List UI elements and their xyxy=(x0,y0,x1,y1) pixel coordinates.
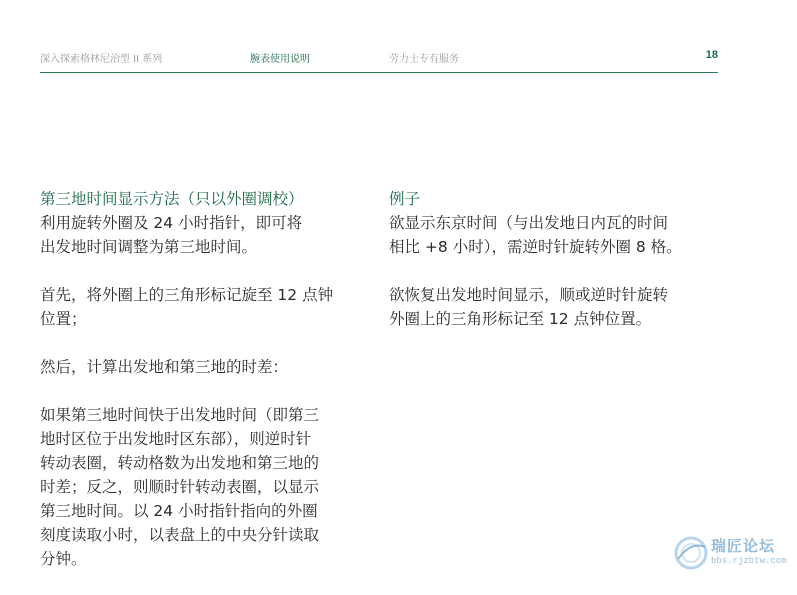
header-section: 腕表使用说明 xyxy=(250,54,310,65)
left-paragraph-3: 然后，计算出发地和第三地的时差： xyxy=(40,358,289,376)
watermark-title: 瑞匠论坛 xyxy=(711,537,776,555)
left-column xyxy=(40,187,372,595)
header-series: 深入探索格林尼治型 II 系列 xyxy=(40,54,163,65)
right-paragraph-1: 欲显示东京时间（与出发地日内瓦的时间 相比 +8 小时），需逆时针旋转外圈 8 格。 xyxy=(389,214,682,256)
watermark-url: bbs.rjzbtw.com xyxy=(711,556,787,566)
forum-watermark xyxy=(673,531,793,575)
left-paragraph-4: 如果第三地时间快于出发地时间（即第三 地时区位于出发地时区东部），则逆时针 转动表圈，转动格数为出发地和第三地的 时差；反之，则顺时针转动表圈，以显示 第三地时间。以 24 小时指针指向的外圈 刻度读取小时，以表盘上的中央分针读取 分钟。 xyxy=(40,406,320,568)
header-service: 劳力士专有服务 xyxy=(389,54,459,65)
right-heading: 例子 xyxy=(389,190,421,208)
header-rule xyxy=(40,72,718,73)
left-paragraph-1: 利用旋转外圈及 24 小时指针，即可将 出发地时间调整为第三地时间。 xyxy=(40,214,303,256)
watermark-logo-icon xyxy=(673,535,709,571)
right-paragraph-2: 欲恢复出发地时间显示，顺或逆时针旋转 外圈上的三角形标记至 12 点钟位置。 xyxy=(389,286,669,328)
left-heading: 第三地时间显示方法（只以外圈调校） xyxy=(40,190,304,208)
left-paragraph-2: 首先，将外圈上的三角形标记旋至 12 点钟 位置； xyxy=(40,286,334,328)
page-number: 18 xyxy=(705,49,718,61)
right-column xyxy=(389,187,724,355)
